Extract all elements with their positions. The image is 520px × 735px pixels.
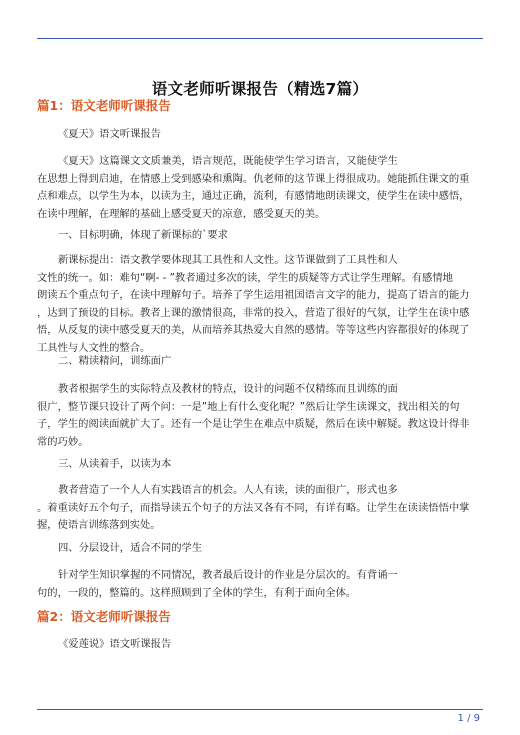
point-2-heading: 二、精读精问，训练面广 [58, 355, 172, 367]
paragraph-line: 教者根据学生的实际特点及教材的特点，设计的问题不仅精练而且训练的面 [58, 383, 398, 395]
paragraph-line: 。着重读好五个句子，而指导读五个句子的方法又各有不同，有详有略。让学生在读读悟悟中掌 [37, 501, 470, 514]
point-4-heading: 四、分层设计，适合不同的学生 [58, 542, 203, 554]
paragraph-line: 文性的统一。如：难句“啊- - ”教者通过多次的读，学生的质疑等方式让学生理解。有感情地 [37, 271, 453, 284]
paragraph-line: 《夏天》这篇课文文质兼美，语言规范，既能使学生学习语言，又能使学生 [58, 155, 398, 167]
paragraph-line: 在思想上得到启迪，在情感上受到感染和熏陶。仇老师的这节课上得很成功。她能抓住课文的重 [37, 172, 470, 185]
paragraph-line: 悟，从反复的读中感受夏天的美，从而培养其热爱大自然的感情。等等这些内容都很好的体现了 [37, 324, 470, 336]
paragraph-line: 朗读五个重点句子，在读中理解句子。培养了学生运用祖国语言文字的能力，提高了语言的能力 [37, 289, 470, 301]
paragraph-line: 常的巧妙。 [37, 435, 89, 448]
paragraph-line: 针对学生知识掌握的不同情况，教者最后设计的作业是分层次的。有背诵一 [58, 569, 398, 581]
section-1-heading: 篇1：语文老师听课报告 [37, 98, 171, 113]
section-1-subtitle: 《夏天》语文听课报告 [58, 128, 161, 140]
paragraph-line: 句的，一段的，整篇的。这样照顾到了全体的学生，有利于面向全体。 [37, 586, 357, 599]
paragraph-line: 在读中理解，在理解的基础上感受夏天的凉意，感受夏天的美。 [37, 207, 326, 220]
section-1-intro-paragraph [37, 153, 484, 223]
document-title: 语文老师听课报告（精选7篇） [151, 80, 369, 99]
paragraph-line: 很广，整节课只设计了两个问：一是”地上有什么变化呢？”然后让学生读课文，找出相关的句 [37, 400, 460, 413]
section-2-heading: 篇2：语文老师听课报告 [37, 609, 171, 624]
paragraph-line: 点和难点，以学生为本，以读为主，通过正确，流利，有感情地朗读课文，使学生在读中感悟， [37, 190, 470, 202]
header-rule [37, 38, 483, 39]
paragraph-line: ，达到了预设的目标。教者上课的激情很高，非常的投入，营造了很好的气氛，让学生在读中感 [37, 306, 470, 319]
page-number: 1 / 9 [457, 713, 480, 724]
point-1-heading: 一、目标明确，体现了新课标的`要求 [58, 229, 228, 241]
paragraph-line: 子，学生的阅读面就扩大了。还有一个是让学生在难点中质疑，然后在读中解疑。教这设计得非 [37, 418, 470, 430]
paragraph-line: 工具性与人文性的整合。 [37, 341, 151, 354]
paragraph-line: 教者营造了一个人人有实践语言的机会。人人有读，读的面很广，形式也多 [58, 484, 398, 496]
point-4-paragraph [37, 567, 484, 602]
point-3-paragraph [37, 482, 484, 535]
point-2-paragraph [37, 381, 484, 451]
footer-rule [37, 709, 483, 710]
paragraph-line: 握，使语言训练落到实处。 [37, 519, 161, 531]
point-1-paragraph [37, 252, 484, 357]
section-2-subtitle: 《爱莲说》语文听课报告 [58, 638, 172, 650]
paragraph-line: 新课标提出：语文教学要体现其工具性和人文性。这节课做到了工具性和人 [58, 254, 398, 266]
point-3-heading: 三、从读着手，以读为本 [58, 458, 172, 470]
